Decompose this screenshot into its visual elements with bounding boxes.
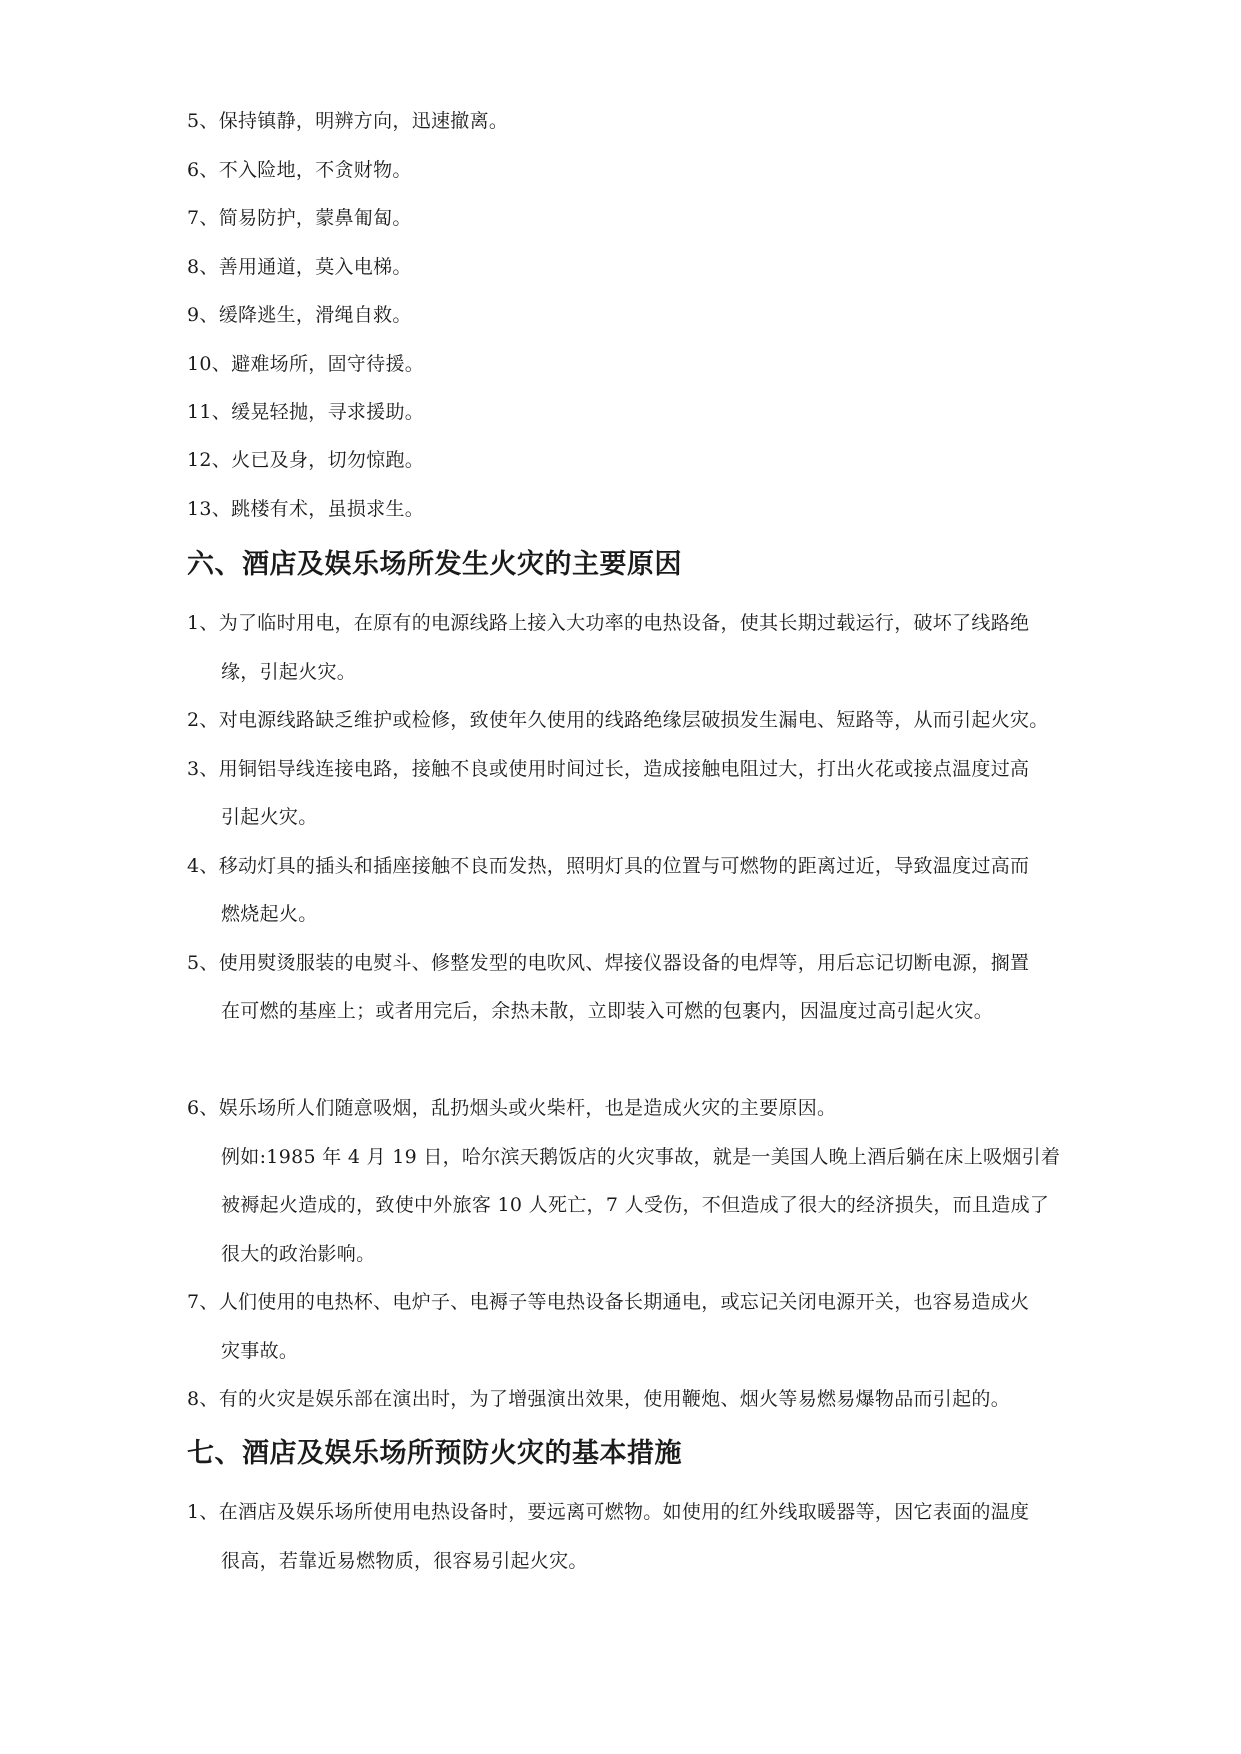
- list-text: 跳楼有术，虽损求生。: [231, 498, 425, 520]
- list-item: [187, 448, 424, 472]
- list-text: 简易防护，蒙鼻匍匐。: [218, 207, 412, 229]
- list-number: 9、: [187, 304, 219, 326]
- list-text: 移动灯具的插头和插座接触不良而发热，照明灯具的位置与可燃物的距离过近，导致温度过高而: [218, 855, 1030, 877]
- list-item: [187, 854, 1029, 878]
- section-heading-7: 七、酒店及娱乐场所预防火灾的基本措施: [187, 1438, 682, 1469]
- list-text: 保持镇静，明辨方向，迅速撤离。: [218, 110, 509, 132]
- list-text: 缓晃轻抛，寻求援助。: [231, 401, 425, 423]
- list-text: 火已及身，切勿惊跑。: [231, 449, 425, 471]
- list-number: 2、: [187, 709, 219, 731]
- list-text: 有的火灾是娱乐部在演出时，为了增强演出效果，使用鞭炮、烟火等易燃易爆物品而引起的。: [218, 1388, 1011, 1410]
- list-text: 避难场所，固守待援。: [231, 353, 425, 375]
- list-item-continuation: 引起火灾。: [221, 806, 318, 828]
- list-number: 6、: [187, 159, 219, 181]
- list-number: 10、: [187, 353, 232, 375]
- list-number: 1、: [187, 1501, 219, 1523]
- list-item: [187, 352, 424, 376]
- list-item-continuation: 很大的政治影响。: [221, 1243, 376, 1265]
- list-text: 在酒店及娱乐场所使用电热设备时，要远离可燃物。如使用的红外线取暖器等，因它表面的温度: [218, 1501, 1030, 1523]
- list-item: [187, 611, 1029, 635]
- list-text: 人们使用的电热杯、电炉子、电褥子等电热设备长期通电，或忘记关闭电源开关，也容易造成火: [218, 1291, 1030, 1313]
- list-item: [187, 1096, 836, 1120]
- list-number: 13、: [187, 498, 232, 520]
- list-text: 用铜铝导线连接电路，接触不良或使用时间过长，造成接触电阻过大，打出火花或接点温度过高: [218, 758, 1030, 780]
- list-item: [187, 109, 508, 133]
- list-number: 8、: [187, 1388, 219, 1410]
- list-text: 使用熨烫服装的电熨斗、修整发型的电吹风、焊接仪器设备的电焊等，用后忘记切断电源，搁置: [218, 952, 1030, 974]
- list-text: 缓降逃生，滑绳自救。: [218, 304, 412, 326]
- list-number: 5、: [187, 952, 219, 974]
- list-item: [187, 497, 424, 521]
- section-heading-6: 六、酒店及娱乐场所发生火灾的主要原因: [187, 549, 682, 580]
- list-item: [187, 206, 412, 230]
- list-item: [187, 400, 424, 424]
- list-number: 4、: [187, 855, 219, 877]
- list-item: [187, 255, 412, 279]
- list-text: 娱乐场所人们随意吸烟，乱扔烟头或火柴杆，也是造成火灾的主要原因。: [218, 1097, 837, 1119]
- list-number: 8、: [187, 256, 219, 278]
- list-item: [187, 303, 412, 327]
- list-item: [187, 158, 412, 182]
- list-text: 不入险地，不贪财物。: [218, 159, 412, 181]
- list-text: 对电源线路缺乏维护或检修，致使年久使用的线路绝缘层破损发生漏电、短路等，从而引起火灾。: [218, 709, 1049, 731]
- list-number: 1、: [187, 612, 219, 634]
- list-number: 7、: [187, 207, 219, 229]
- list-item: [187, 757, 1029, 781]
- list-item: [187, 951, 1029, 975]
- list-item: [187, 1290, 1029, 1314]
- list-item-continuation: 例如:1985 年 4 月 19 日，哈尔滨天鹅饭店的火灾事故，就是一美国人晚上酒后躺在床上吸烟引着: [221, 1146, 1061, 1168]
- list-number: 7、: [187, 1291, 219, 1313]
- list-number: 12、: [187, 449, 232, 471]
- list-item-continuation: 被褥起火造成的，致使中外旅客 10 人死亡，7 人受伤，不但造成了很大的经济损失，而且造成了: [221, 1194, 1050, 1216]
- list-number: 5、: [187, 110, 219, 132]
- list-number: 6、: [187, 1097, 219, 1119]
- list-item: [187, 708, 1049, 732]
- list-text: 善用通道，莫入电梯。: [218, 256, 412, 278]
- list-item: [187, 1387, 1010, 1411]
- list-item: [187, 1500, 1029, 1524]
- list-item-continuation: 燃烧起火。: [221, 903, 318, 925]
- list-item-continuation: 灾事故。: [221, 1340, 299, 1362]
- list-item-continuation: 很高，若靠近易燃物质，很容易引起火灾。: [221, 1550, 588, 1572]
- list-item-continuation: 在可燃的基座上；或者用完后，余热未散，立即装入可燃的包裹内，因温度过高引起火灾。: [221, 1000, 994, 1022]
- list-text: 为了临时用电，在原有的电源线路上接入大功率的电热设备，使其长期过载运行，破坏了线路绝: [218, 612, 1030, 634]
- list-number: 3、: [187, 758, 219, 780]
- list-number: 11、: [187, 401, 232, 423]
- list-item-continuation: 缘，引起火灾。: [221, 661, 357, 683]
